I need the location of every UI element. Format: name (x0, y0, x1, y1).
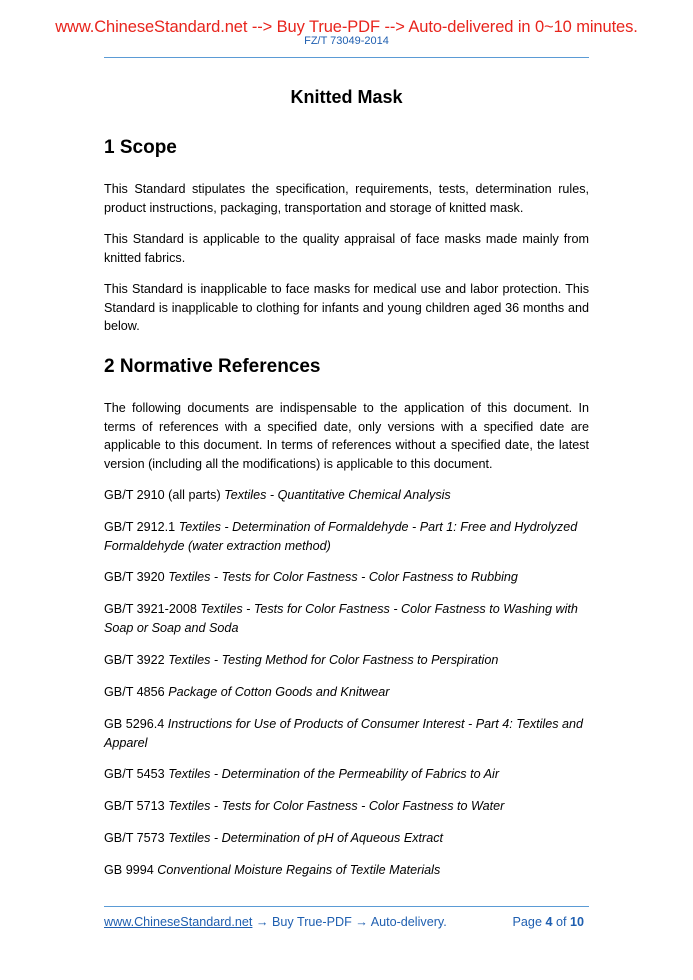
reference-title: Textiles - Determination of Formaldehyde - Part 1: Free and Hydrolyzed Formaldehyde (water extraction method) (104, 520, 578, 553)
reference-item (104, 829, 589, 848)
reference-code: GB/T 5453 (104, 767, 169, 781)
reference-item (104, 765, 589, 784)
reference-code: GB/T 3922 (104, 653, 169, 667)
scope-paragraph: This Standard stipulates the specification, requirements, tests, determination rules, product instructions, packaging, transportation and storage of knitted mask. (104, 182, 589, 215)
reference-item (104, 518, 589, 555)
reference-item (104, 486, 589, 505)
current-page-number: 4 (545, 915, 553, 929)
reference-item (104, 568, 589, 587)
reference-code: GB/T 3921-2008 (104, 602, 201, 616)
references-intro-paragraph: The following documents are indispensable to the application of this document. In terms of references with a specified date, only versions with a specified date are applicable to this document. In terms of references without a specified date, the latest version (including all the modifications) is applicable to this document. (104, 401, 589, 471)
reference-item (104, 715, 589, 752)
scope-paragraph: This Standard is inapplicable to face masks for medical use and labor protection. This Standard is inapplicable to clothing for infants and young children aged 36 months and below. (104, 282, 589, 334)
footer-link-suffix: → Buy True-PDF → Auto-delivery. (252, 915, 447, 929)
reference-code: GB/T 4856 (104, 685, 169, 699)
reference-title: Textiles - Determination of pH of Aqueous Extract (168, 831, 444, 845)
reference-code: GB/T 3920 (104, 570, 169, 584)
reference-item (104, 861, 589, 880)
footer-divider (104, 906, 589, 907)
page-indicator (513, 915, 584, 929)
of-label: of (552, 915, 570, 929)
reference-title: Textiles - Tests for Color Fastness - Color Fastness to Washing with Soap or Soap and Soda (104, 602, 578, 635)
section-heading-normative-references: 2 Normative References (104, 356, 321, 377)
reference-code: GB/T 7573 (104, 831, 169, 845)
page-label: Page (512, 915, 546, 929)
reference-code: GB/T 5713 (104, 799, 169, 813)
footer-url[interactable]: www.ChineseStandard.net (104, 915, 253, 929)
reference-item (104, 683, 589, 702)
reference-title: Package of Cotton Goods and Knitwear (168, 685, 390, 699)
reference-item (104, 797, 589, 816)
section-heading-scope: 1 Scope (104, 137, 177, 158)
reference-code: GB/T 2912.1 (104, 520, 179, 534)
reference-title: Instructions for Use of Products of Consumer Interest - Part 4: Textiles and Apparel (104, 717, 584, 750)
scope-paragraph: This Standard is applicable to the quality appraisal of face masks made mainly from knitted fabrics. (104, 232, 589, 265)
document-title: Knitted Mask (290, 87, 403, 107)
reference-item (104, 600, 589, 637)
footer-store-link[interactable] (104, 915, 447, 929)
reference-title: Textiles - Tests for Color Fastness - Color Fastness to Rubbing (168, 570, 518, 584)
reference-title: Textiles - Determination of the Permeability of Fabrics to Air (168, 767, 500, 781)
reference-code: GB/T 2910 (all parts) (104, 488, 225, 502)
reference-title: Textiles - Tests for Color Fastness - Color Fastness to Water (168, 799, 505, 813)
reference-item (104, 651, 589, 670)
reference-code: GB 9994 (104, 863, 158, 877)
reference-title: Textiles - Quantitative Chemical Analysis (224, 488, 451, 502)
promo-banner[interactable]: www.ChineseStandard.net --> Buy True-PDF --> Auto-delivered in 0~10 minutes. (55, 18, 638, 36)
reference-code: GB 5296.4 (104, 717, 168, 731)
standard-code: FZ/T 73049-2014 (304, 35, 389, 47)
reference-title: Textiles - Testing Method for Color Fastness to Perspiration (168, 653, 499, 667)
reference-title: Conventional Moisture Regains of Textile Materials (157, 863, 441, 877)
total-pages: 10 (569, 915, 584, 929)
header-divider (104, 57, 589, 58)
